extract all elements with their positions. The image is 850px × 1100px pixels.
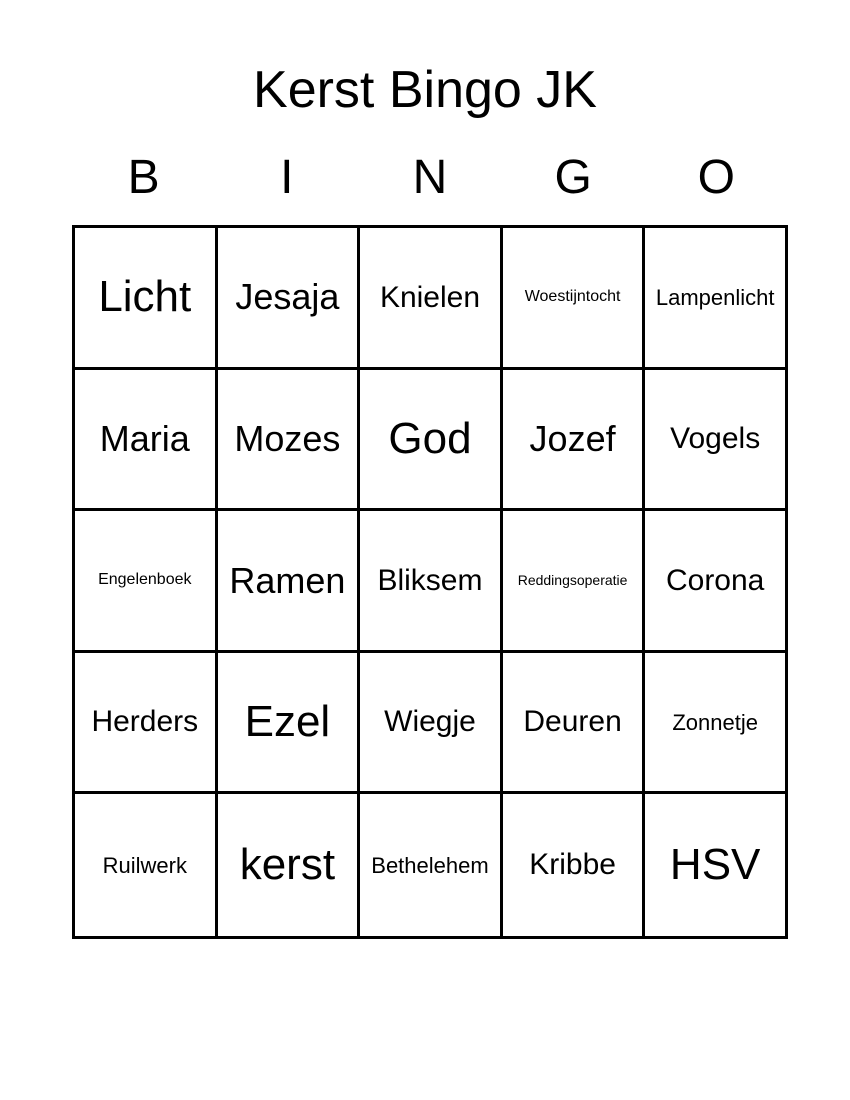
bingo-cell-label: Mozes — [234, 417, 341, 459]
bingo-row — [75, 228, 785, 370]
bingo-cell-label: Bliksem — [377, 563, 483, 597]
bingo-cell[interactable] — [360, 228, 503, 370]
column-header-o: O — [697, 151, 736, 204]
bingo-cell[interactable] — [645, 511, 785, 653]
bingo-cell[interactable] — [503, 370, 646, 512]
bingo-cell[interactable] — [360, 511, 503, 653]
bingo-cell-label: Herders — [91, 705, 199, 739]
bingo-column-headers — [72, 152, 788, 205]
bingo-cell-label: Kribbe — [529, 848, 616, 882]
bingo-row — [75, 653, 785, 795]
bingo-cell-label: Corona — [665, 563, 765, 597]
bingo-row — [75, 794, 785, 936]
bingo-cell-label: Deuren — [523, 705, 622, 739]
bingo-cell[interactable] — [645, 794, 785, 936]
bingo-cell-label: HSV — [669, 840, 761, 890]
bingo-cell[interactable] — [218, 228, 361, 370]
bingo-cell[interactable] — [75, 653, 218, 795]
bingo-cell-label: Ramen — [229, 559, 346, 601]
bingo-cell-label: Jesaja — [235, 276, 340, 318]
column-header-i: I — [280, 151, 294, 204]
bingo-cell[interactable] — [645, 228, 785, 370]
bingo-cell[interactable] — [75, 794, 218, 936]
bingo-cell[interactable] — [218, 511, 361, 653]
bingo-cell-label: Maria — [99, 417, 190, 459]
bingo-cell[interactable] — [218, 370, 361, 512]
bingo-cell[interactable] — [75, 511, 218, 653]
bingo-cell[interactable] — [360, 370, 503, 512]
bingo-cell-label: Woestijntocht — [524, 287, 621, 305]
bingo-cell[interactable] — [645, 370, 785, 512]
bingo-cell-label: Bethelehem — [371, 852, 489, 878]
bingo-cell[interactable] — [360, 794, 503, 936]
bingo-cell-label: Jozef — [529, 417, 616, 459]
bingo-row — [75, 511, 785, 653]
bingo-cell-label: Ezel — [244, 696, 331, 746]
bingo-cell[interactable] — [75, 228, 218, 370]
bingo-cell-label: Licht — [98, 272, 192, 322]
bingo-cell-label: Zonnetje — [672, 709, 758, 735]
bingo-cell-label: God — [388, 413, 472, 463]
bingo-grid — [72, 225, 788, 939]
bingo-row — [75, 370, 785, 512]
bingo-cell[interactable] — [218, 653, 361, 795]
bingo-cell-label: Lampenlicht — [655, 284, 775, 310]
bingo-cell-label: Wiegje — [384, 705, 476, 739]
column-header-b: B — [127, 151, 160, 204]
bingo-cell[interactable] — [503, 794, 646, 936]
bingo-cell-label: Reddingsoperatie — [517, 572, 628, 589]
bingo-cell[interactable] — [503, 228, 646, 370]
bingo-cell-label: Vogels — [670, 422, 761, 456]
bingo-cell[interactable] — [645, 653, 785, 795]
page-title: Kerst Bingo JK — [253, 61, 597, 119]
column-header-g: G — [554, 151, 592, 204]
bingo-cell-label: Engelenboek — [98, 571, 192, 589]
bingo-cell[interactable] — [503, 653, 646, 795]
bingo-cell[interactable] — [75, 370, 218, 512]
bingo-cell-label: Knielen — [379, 280, 481, 314]
bingo-cell[interactable] — [503, 511, 646, 653]
bingo-cell[interactable] — [218, 794, 361, 936]
bingo-cell-label: kerst — [239, 840, 336, 890]
bingo-cell-label: Ruilwerk — [102, 852, 187, 878]
column-header-n: N — [412, 151, 448, 204]
bingo-cell[interactable] — [360, 653, 503, 795]
